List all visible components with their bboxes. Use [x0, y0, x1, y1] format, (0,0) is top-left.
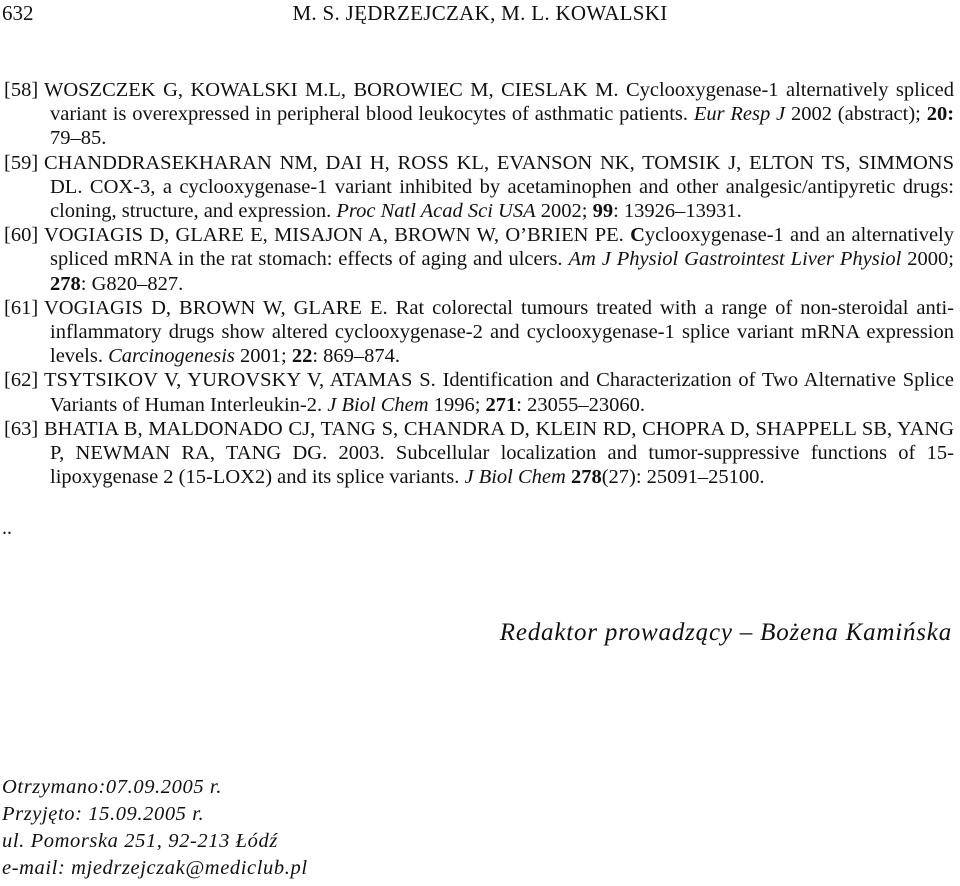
ref-journal: J Biol Chem [327, 393, 429, 416]
ref-title: Rat colorectal tumours treated with a range of non-steroidal anti-inflammatory drugs show altered cyclooxygenase-2 and cyclooxygenase-1 splice variant mRNA expression levels. [50, 296, 955, 368]
ref-title: COX-3, a cyclooxygenase-1 variant inhibited by acetaminophen and other analgesic/antipyretic drugs: cloning, structure, and expression. [50, 175, 955, 223]
ref-year: 2000; [907, 248, 954, 271]
ref-authors: CHANDDRASEKHARAN NM, DAI H, ROSS KL, EVANSON NK, TOMSIK J, ELTON TS, SIMMONS DL. [44, 151, 954, 198]
ref-year: 1996; [433, 393, 481, 416]
accepted-date: Przyjęto: 15.09.2005 r. [2, 803, 205, 825]
ref-pages: 79–85. [50, 127, 107, 150]
ref-authors: VOGIAGIS D, GLARE E, MISAJON A, BROWN W, O’BRIEN PE. [44, 224, 624, 247]
reference-list [4, 78, 954, 489]
reference-62: [62] TSYTSIKOV V, YUROVSKY V, ATAMAS S. Identification and Characterization of Two Alternative Splice Variants of Human Interleukin-2. J Biol Chem 1996; 271: 23055–23060. [4, 369, 954, 416]
ref-journal: Proc Natl Acad Sci USA [336, 200, 536, 223]
page-number: 632 [2, 1, 34, 25]
ref-journal: Eur Resp J [693, 103, 786, 126]
ref-volume: 271 [485, 393, 517, 416]
ref-pages: : G820–827. [80, 272, 184, 295]
ref-journal: J Biol Chem [464, 466, 566, 489]
ref-authors: BHATIA B, MALDONADO CJ, TANG S, CHANDRA D, KLEIN RD, CHOPRA D, SHAPPELL SB, YANG P, NEWMAN RA, TANG DG. 2003. [44, 417, 954, 465]
ref-volume: 278 [50, 272, 81, 295]
address: ul. Pomorska 251, 92-213 Łódź [2, 830, 278, 852]
ref-authors: TSYTSIKOV V, YUROVSKY V, ATAMAS S. [44, 369, 436, 392]
ref-pages: : 23055–23060. [516, 393, 645, 416]
reference-60: [60] VOGIAGIS D, GLARE E, MISAJON A, BROWN W, O’BRIEN PE. Cyclooxygenase-1 and an alternatively spliced mRNA in the rat stomach: effects of aging and ulcers. Am J Physiol Gastrointest Liver Physiol 2000; 278: G820–827. [4, 224, 955, 295]
ref-pages: : 869–874. [312, 345, 401, 368]
reference-59: [59] CHANDDRASEKHARAN NM, DAI H, ROSS KL, EVANSON NK, TOMSIK J, ELTON TS, SIMMONS DL. COX-3, a cyclooxygenase-1 variant inhibited by acetaminophen and other analgesic/antipyretic drugs: cloning, structure, and expression. Proc Natl Acad Sci USA 2002; 99: 13926–13931. [4, 151, 955, 223]
ref-authors: WOSZCZEK G, KOWALSKI M.L, BOROWIEC M, CIESLAK M. [44, 79, 619, 101]
reference-63: [63] BHATIA B, MALDONADO CJ, TANG S, CHANDRA D, KLEIN RD, CHOPRA D, SHAPPELL SB, YANG P, NEWMAN RA, TANG DG. 2003. Subcellular localization and tumor-suppressive functions of 15-lipoxygenase 2 (15-LOX2) and its splice variants. J Biol Chem 278(27): 25091–25100. [4, 417, 954, 489]
ref-volume: 20: [926, 103, 955, 126]
ref-pages: : 13926–13931. [613, 200, 742, 223]
separator: .. [2, 517, 12, 539]
ref-journal: Carcinogenesis [108, 345, 235, 368]
footer-block [2, 774, 308, 882]
editor-line: Redaktor prowadzący – Bożena Kamińska [499, 619, 952, 646]
running-head: M. S. JĘDRZEJCZAK, M. L. KOWALSKI [292, 1, 668, 25]
ref-year: 2002 (abstract); [790, 103, 921, 126]
ref-issue-pages: (27): 25091–25100. [601, 466, 765, 489]
ref-volume: 99 [592, 200, 614, 223]
reference-61: [61] VOGIAGIS D, BROWN W, GLARE E. Rat colorectal tumours treated with a range of non-steroidal anti-inflammatory drugs show altered cyclooxygenase-2 and cyclooxygenase-1 splice variant mRNA expression levels. Carcinogenesis 2001; 22: 869–874. [4, 296, 955, 368]
ref-title: Cyclooxygenase-1 alternatively spliced variant is overexpressed in peripheral blood leukocytes of asthmatic patients. [50, 79, 955, 126]
ref-title: Identification and Characterization of Two Alternative Splice Variants of Human Interleukin-2. [50, 369, 954, 416]
ref-authors: VOGIAGIS D, BROWN W, GLARE E. [44, 296, 388, 319]
ref-volume: 22 [291, 345, 313, 368]
reference-58: [58] WOSZCZEK G, KOWALSKI M.L, BOROWIEC M, CIESLAK M. Cyclooxygenase-1 alternatively spliced variant is overexpressed in peripheral blood leukocytes of asthmatic patients. Eur Resp J 2002 (abstract); 20: 79–85. [4, 79, 955, 150]
received-date: Otrzymano:07.09.2005 r. [2, 776, 222, 798]
ref-title: Subcellular localization and tumor-suppressive functions of 15-lipoxygenase 2 (15-LOX2) and its splice variants. [50, 442, 954, 489]
ref-title-initial: C [630, 224, 645, 247]
email: e-mail: mjedrzejczak@mediclub.pl [2, 857, 308, 879]
ref-journal: Am J Physiol Gastrointest Liver Physiol [568, 248, 902, 271]
ref-year: 2001; [240, 345, 287, 368]
ref-volume: 278 [570, 466, 602, 489]
ref-title: yclooxygenase-1 and an alternatively spliced mRNA in the rat stomach: effects of aging and ulcers. [50, 224, 955, 271]
ref-year: 2002; [540, 200, 588, 223]
